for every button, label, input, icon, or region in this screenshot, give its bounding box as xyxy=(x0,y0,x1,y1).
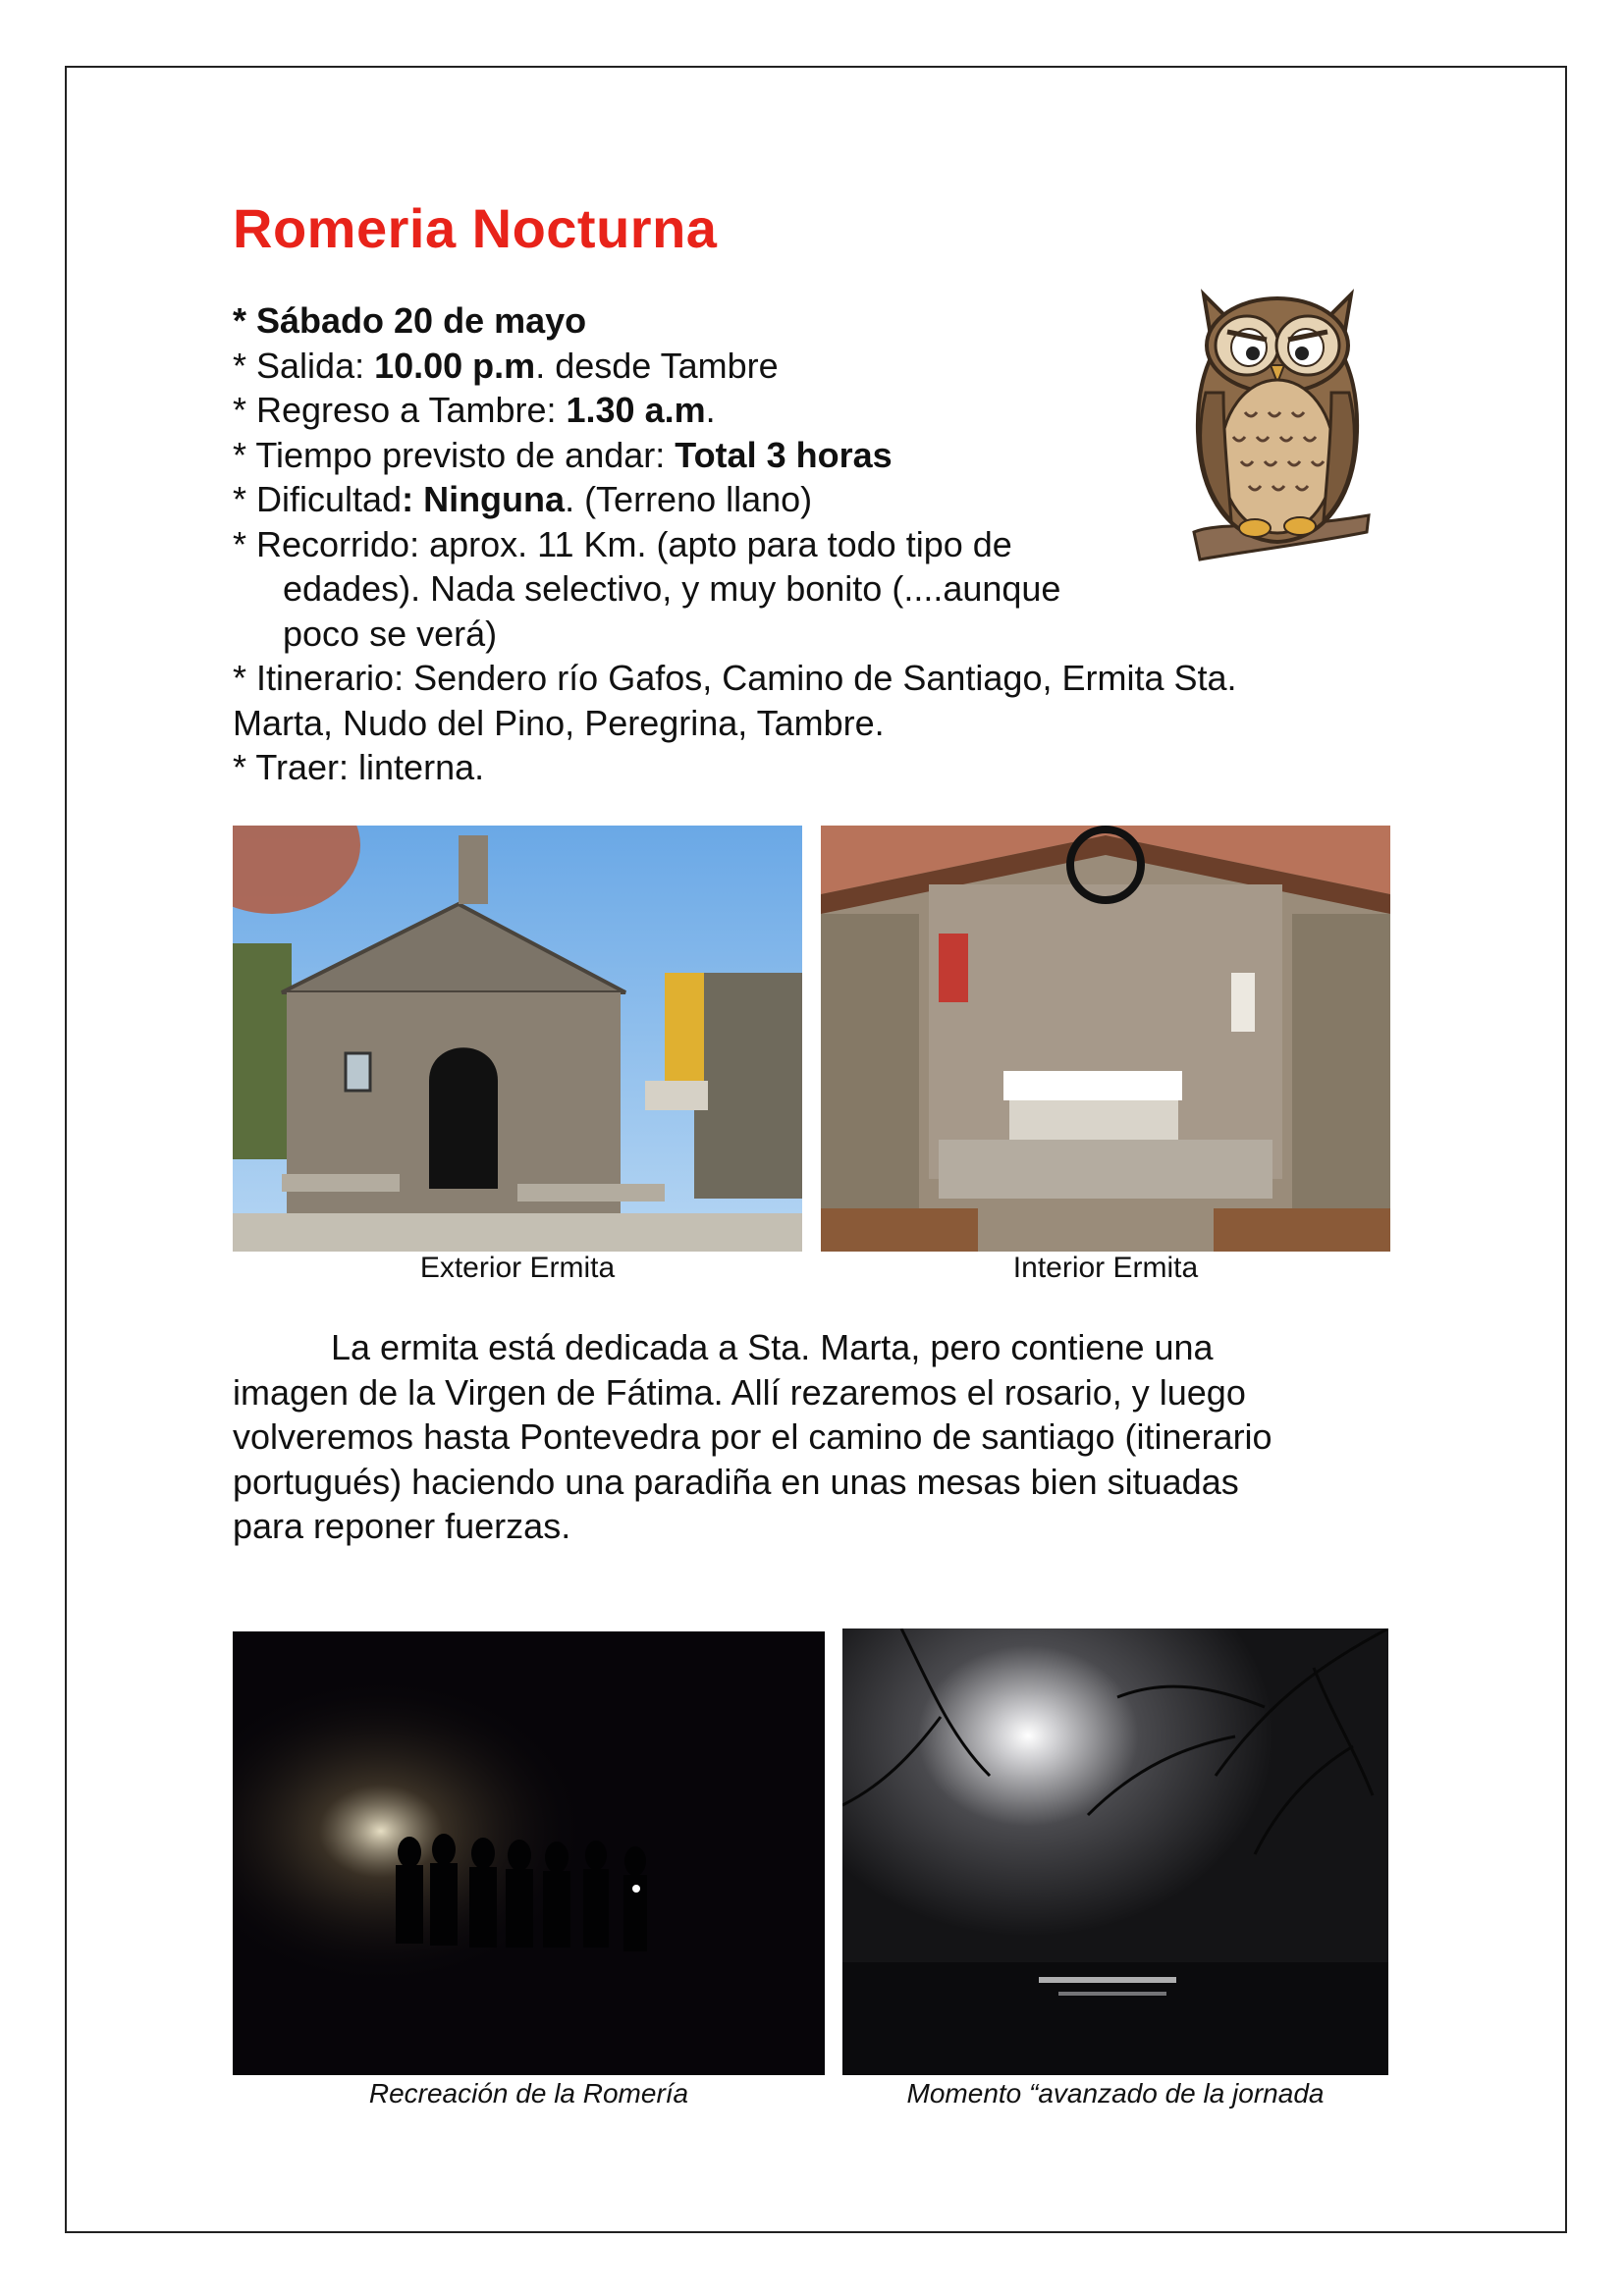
dificultad-note: . (Terreno llano) xyxy=(565,479,813,519)
caption-interior: Interior Ermita xyxy=(1012,1252,1199,1284)
info-traer: * Traer: linterna. xyxy=(233,747,485,787)
description-paragraph xyxy=(233,1325,1342,1549)
regreso-time: 1.30 a.m xyxy=(566,390,706,430)
paragraph-line-2: imagen de la Virgen de Fátima. Allí rezaremos el rosario, y luego xyxy=(233,1371,1246,1413)
tiempo-label: * Tiempo previsto de andar: xyxy=(233,434,676,475)
info-recorrido-2: edades). Nada selectivo, y muy bonito (....aunque xyxy=(283,568,1061,609)
date-text: * Sábado 20 de mayo xyxy=(233,300,587,341)
paragraph-line-5: para reponer fuerzas. xyxy=(233,1506,571,1546)
info-recorrido-3: poco se verá) xyxy=(283,613,498,654)
paragraph-line-3: volveremos hasta Pontevedra por el camino de santiago (itinerario xyxy=(233,1416,1272,1457)
owl-icon xyxy=(1184,275,1371,575)
regreso-label: * Regreso a Tambre: xyxy=(233,390,567,430)
night-walk-photo xyxy=(233,1631,825,2075)
caption-momento: Momento “avanzado de la jornada xyxy=(906,2078,1325,2109)
page-title: Romeria Nocturna xyxy=(233,197,718,259)
regreso-suffix: . xyxy=(705,390,716,430)
info-itinerario-2: Marta, Nudo del Pino, Peregrina, Tambre. xyxy=(233,702,885,743)
dificultad-label: * Dificultad xyxy=(233,479,403,519)
tiempo-value: Total 3 horas xyxy=(675,434,893,475)
caption-exterior: Exterior Ermita xyxy=(419,1252,616,1284)
moonlit-night-photo xyxy=(842,1629,1388,2075)
salida-place: . desde Tambre xyxy=(535,345,779,386)
info-recorrido-1: * Recorrido: aprox. 11 Km. (apto para todo tipo de xyxy=(233,523,1012,564)
caption-romeria: Recreación de la Romería xyxy=(368,2078,689,2109)
exterior-chapel-photo xyxy=(233,826,802,1252)
salida-time: 10.00 p.m xyxy=(374,345,536,386)
info-itinerario-1: * Itinerario: Sendero río Gafos, Camino de Santiago, Ermita Sta. xyxy=(233,658,1237,698)
paragraph-line-1: La ermita está dedicada a Sta. Marta, pero contiene una xyxy=(331,1327,1214,1367)
dificultad-value: : Ninguna xyxy=(402,479,566,519)
paragraph-line-4: portugués) haciendo una paradiña en unas mesas bien situadas xyxy=(233,1461,1239,1502)
salida-label: * Salida: xyxy=(233,345,375,386)
interior-chapel-photo xyxy=(821,826,1390,1252)
